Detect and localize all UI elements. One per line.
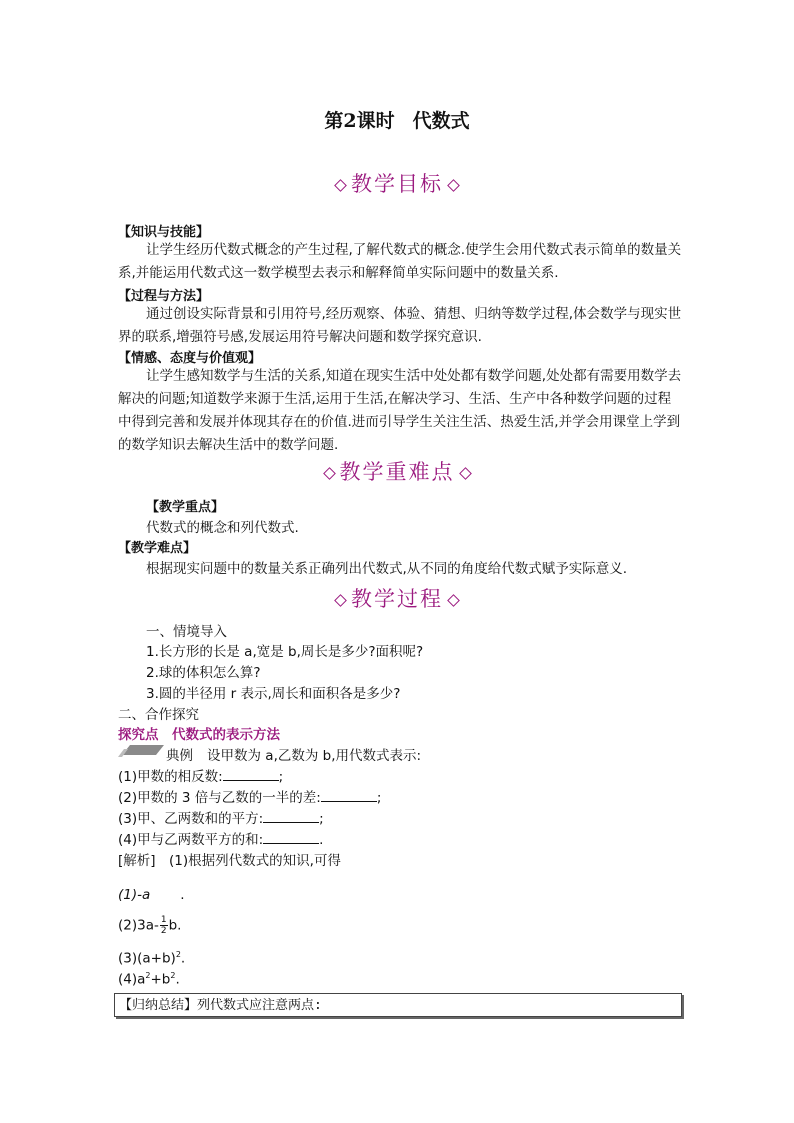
example-item-4	[118, 828, 323, 848]
item-text: (4)甲与乙两数平方的和:	[118, 832, 264, 848]
paragraph-process-method: 通过创设实际背景和引用符号,经历观察、体验、猜想、归纳等数学过程,体会数学与现实世界的联系,增强符号感,发展运用符号解决问题和数学探究意识.	[118, 306, 682, 345]
item-end: ;	[376, 790, 382, 806]
fraction-denominator: 2	[160, 926, 167, 936]
answer-end: .	[180, 887, 185, 903]
title-topic: 代数式	[412, 110, 470, 132]
paragraph-knowledge: 让学生经历代数式概念的产生过程,了解代数式的概念.使学生会用代数式表示简单的数量关系,并能运用代数式这一数学模型去表示和解释简单实际问题中的数量关系.	[118, 242, 682, 281]
diamond-icon	[459, 467, 472, 480]
answer-text: (3)(a+b)	[118, 950, 176, 967]
answer-end: .	[180, 950, 186, 967]
section-heading-goals	[0, 168, 794, 198]
subheading-key-point: 【教学重点】	[146, 500, 225, 515]
answer-2	[118, 915, 181, 936]
section-title: 教学重难点	[339, 460, 455, 484]
item-end: .	[319, 832, 324, 848]
exponent: 2	[170, 971, 176, 980]
answer-text: (4)a	[118, 971, 146, 988]
text-key-point: 代数式的概念和列代数式.	[146, 520, 299, 536]
subheading-attitude: 【情感、态度与价值观】	[118, 351, 262, 366]
answer-blank	[223, 766, 279, 781]
item-text: (1)甲数的相反数:	[118, 769, 223, 785]
item-text: (3)甲、乙两数和的平方:	[118, 811, 264, 827]
fraction-numerator: 1	[160, 915, 167, 925]
answer-text: +b	[150, 971, 171, 988]
answer-text: (2)3a-	[118, 917, 159, 934]
answer-blank	[263, 808, 319, 823]
explore-point-heading: 探究点 代数式的表示方法	[118, 727, 280, 743]
subheading-knowledge: 【知识与技能】	[118, 225, 210, 240]
question-1: 1.长方形的长是 a,宽是 b,周长是多少?面积呢?	[146, 644, 424, 660]
example-item-1	[118, 765, 283, 785]
example-item-2	[118, 786, 381, 806]
section-heading-process	[0, 583, 794, 613]
section-title: 教学过程	[351, 587, 443, 611]
item-text: (2)甲数的 3 倍与乙数的一半的差:	[118, 790, 321, 806]
section-title: 教学目标	[351, 172, 443, 196]
analysis-line: [解析] (1)根据列代数式的知识,可得	[118, 853, 341, 869]
answer-text: b.	[168, 917, 182, 934]
title-part: 第	[324, 110, 344, 132]
summary-box: 【归纳总结】列代数式应注意两点:	[114, 993, 682, 1017]
exponent: 2	[145, 971, 151, 980]
subheading-difficult-point: 【教学难点】	[118, 541, 197, 556]
answer-end: .	[175, 971, 180, 988]
fraction	[160, 915, 168, 936]
exponent: 2	[175, 950, 181, 959]
item-end: ;	[278, 769, 284, 785]
diamond-icon	[447, 594, 460, 607]
answer-3	[118, 950, 185, 967]
example-text: 设甲数为 a,乙数为 b,用代数式表示:	[207, 748, 422, 764]
example-banner-icon	[118, 743, 164, 757]
diamond-icon	[323, 467, 336, 480]
page-title	[0, 106, 794, 133]
subheading-process-method: 【过程与方法】	[118, 289, 210, 304]
step-heading-explore: 二、合作探究	[118, 707, 199, 723]
answer-4	[118, 971, 180, 988]
text-difficult-point: 根据现实问题中的数量关系正确列出代数式,从不同的角度给代数式赋予实际意义.	[146, 561, 628, 577]
diamond-icon	[447, 179, 460, 192]
answer-1	[118, 887, 185, 903]
example-item-3	[118, 807, 324, 827]
diamond-icon	[334, 594, 347, 607]
example-line	[166, 744, 421, 764]
title-lesson-number: 2	[343, 110, 357, 132]
example-label: 典例	[166, 748, 193, 764]
title-part: 课时	[356, 110, 395, 132]
paragraph-attitude: 让学生感知数学与生活的关系,知道在现实生活中处处都有数学问题,处处都有需要用数学去解决的问题;知道数学来源于生活,运用于生活,在解决学习、生活、生产中各种数学问题的过程中得到完善和发展并体现其存在的价值.进而引导学生关注生活、热爱生活,并学会用课堂上学到的数学知识去解决生活中的数学问题.	[118, 368, 682, 453]
answer-blank	[263, 829, 319, 844]
answer-blank	[321, 787, 377, 802]
question-2: 2.球的体积怎么算?	[146, 665, 261, 681]
section-heading-keypoints	[0, 456, 794, 486]
diamond-icon	[334, 179, 347, 192]
question-3: 3.圆的半径用 r 表示,周长和面积各是多少?	[146, 686, 401, 702]
answer-text: (1)-a	[118, 887, 151, 903]
step-heading-intro: 一、情境导入	[146, 624, 227, 640]
item-end: ;	[319, 811, 324, 827]
